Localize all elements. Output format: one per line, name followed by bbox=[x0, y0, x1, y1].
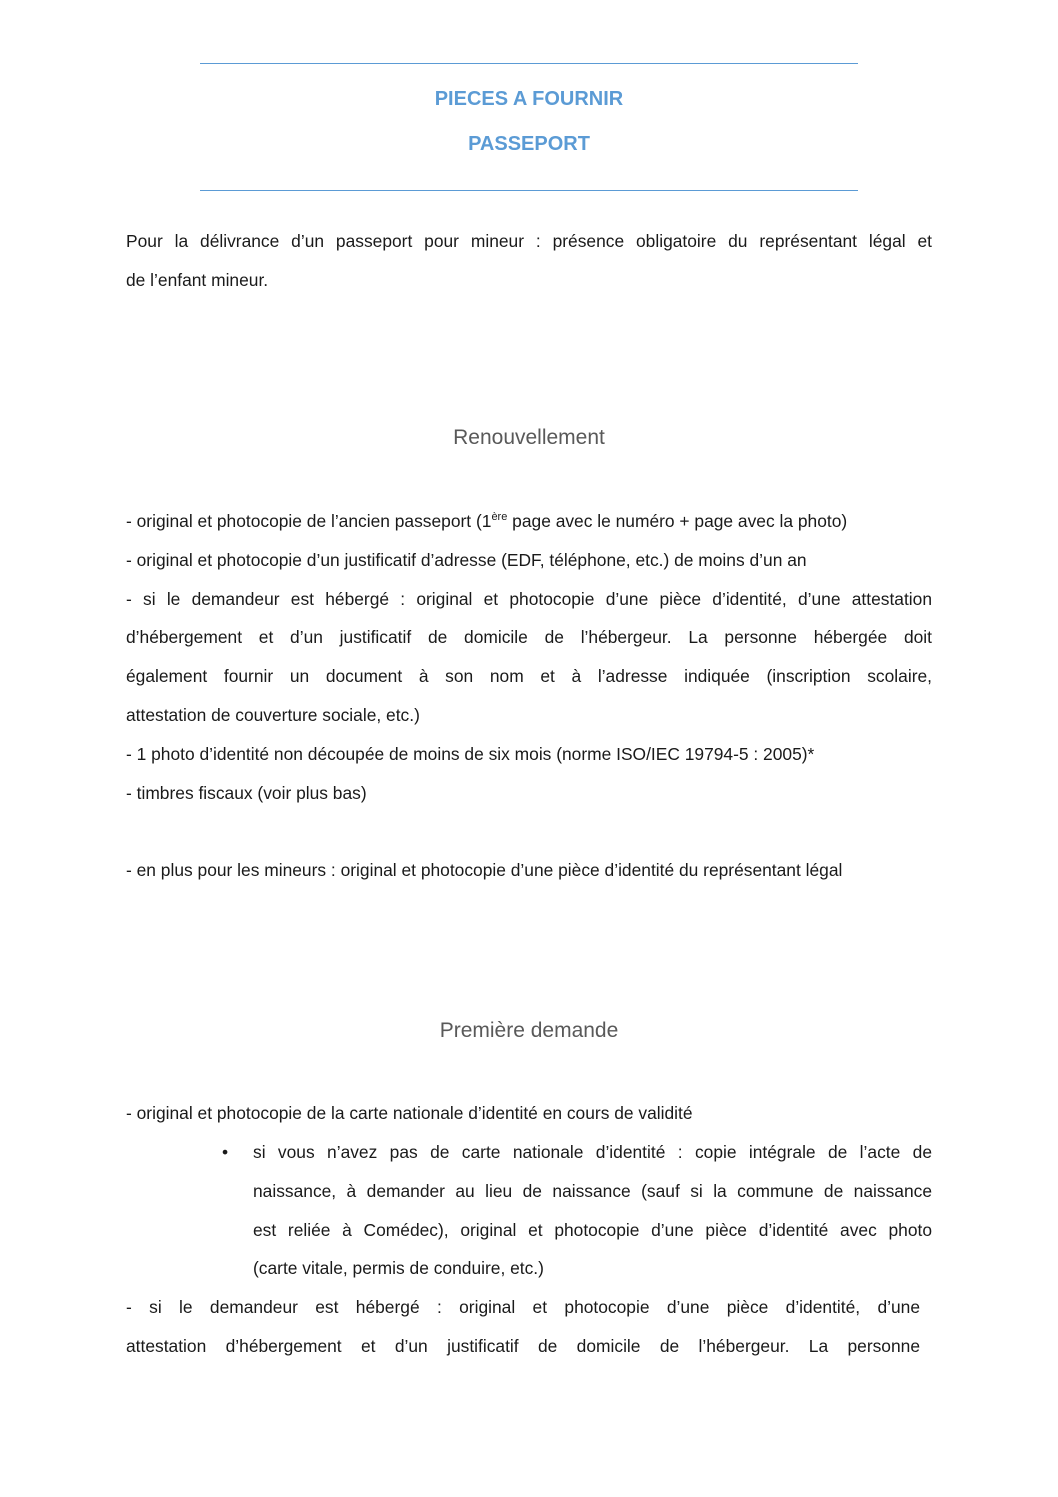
intro-line: Pour la délivrance d’un passeport pour mineur : présence obligatoire du représentant légal et bbox=[126, 231, 932, 251]
page-subtitle: PASSEPORT bbox=[468, 133, 590, 155]
intro-paragraph bbox=[126, 222, 932, 300]
bullet-line: naissance, à demander au lieu de naissance (sauf si la commune de naissance bbox=[253, 1180, 932, 1201]
list-item: - original et photocopie de la carte nationale d’identité en cours de validité bbox=[126, 1103, 693, 1123]
section-heading-renouvellement: Renouvellement bbox=[453, 426, 605, 449]
list-item-text: page avec le numéro + page avec la photo) bbox=[507, 511, 848, 531]
list-item-continuation: attestation de couverture sociale, etc.) bbox=[126, 704, 420, 725]
premiere-hosted-item bbox=[126, 1288, 920, 1366]
list-item: - en plus pour les mineurs : original et photocopie d’une pièce d’identité du représentant légal bbox=[126, 860, 843, 881]
list-item: - si le demandeur est hébergé : original et photocopie d’une pièce d’identité, d’une attestation bbox=[126, 588, 932, 609]
renouvellement-list bbox=[126, 502, 932, 890]
bullet-line: si vous n’avez pas de carte nationale d’identité : copie intégrale de l’acte de bbox=[253, 1142, 932, 1162]
list-item: - timbres fiscaux (voir plus bas) bbox=[126, 782, 367, 803]
list-item-continuation: d’hébergement et d’un justificatif de domicile de l’hébergeur. La personne hébergée doit bbox=[126, 627, 932, 648]
blank-line bbox=[126, 812, 932, 851]
intro-line: de l’enfant mineur. bbox=[126, 269, 269, 290]
premiere-list bbox=[126, 1094, 932, 1133]
list-item: - 1 photo d’identité non découpée de moins de six mois (norme ISO/IEC 19794-5 : 2005)* bbox=[126, 743, 815, 764]
list-item-continuation: également fournir un document à son nom et à l’adresse indiquée (inscription scolaire, bbox=[126, 666, 932, 687]
bullet-item bbox=[253, 1133, 932, 1288]
section-heading-premiere-demande: Première demande bbox=[439, 1019, 619, 1042]
bullet-line: est reliée à Comédec), original et photocopie d’une pièce d’identité avec photo bbox=[253, 1219, 932, 1240]
list-item: - original et photocopie d’un justificatif d’adresse (EDF, téléphone, etc.) de moins d’un an bbox=[126, 549, 807, 570]
list-item bbox=[126, 502, 932, 541]
top-rule bbox=[200, 63, 858, 64]
list-item-continuation: attestation d’hébergement et d’un justificatif de domicile de l’hébergeur. La personne bbox=[126, 1335, 920, 1356]
list-item: - si le demandeur est hébergé : original et photocopie d’une pièce d’identité, d’une bbox=[126, 1297, 920, 1317]
bullet-line: (carte vitale, permis de conduire, etc.) bbox=[253, 1258, 544, 1279]
bottom-rule bbox=[200, 190, 858, 191]
bullet-icon: • bbox=[222, 1142, 229, 1162]
superscript: ère bbox=[491, 511, 508, 524]
page-title: PIECES A FOURNIR bbox=[434, 88, 624, 110]
list-item-text: - original et photocopie de l’ancien passeport (1 bbox=[126, 511, 492, 531]
